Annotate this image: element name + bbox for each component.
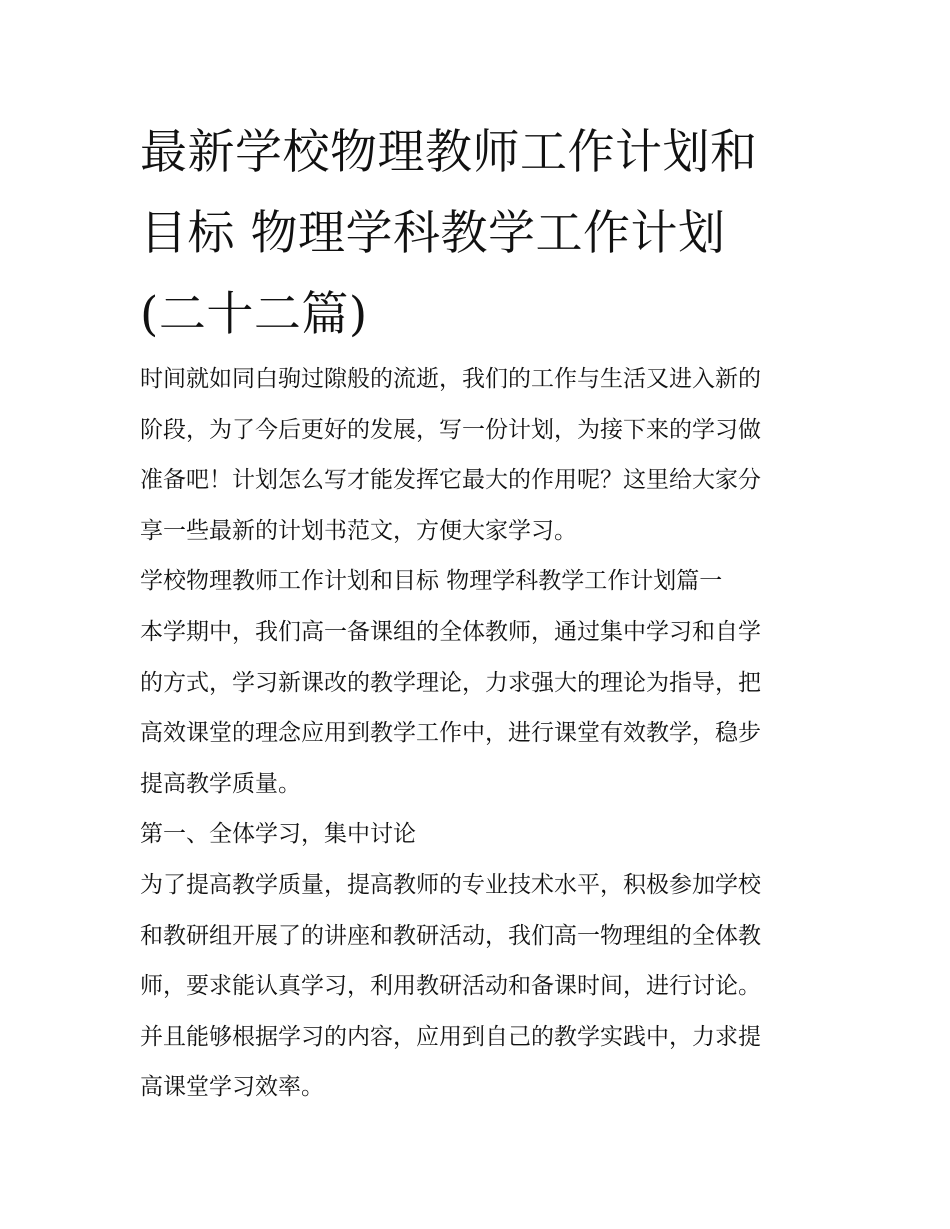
body-line-6: 本学期中，我们高一备课组的全体教师，通过集中学习和自学 (140, 618, 761, 645)
body-line-2: 阶段，为了今后更好的发展，写一份计划，为接下来的学习做 (140, 416, 761, 443)
body-line-12: 和教研组开展了的讲座和教研活动，我们高一物理组的全体教 (140, 922, 761, 949)
body-line-15: 高课堂学习效率。 (140, 1074, 324, 1101)
document-title (140, 112, 830, 355)
body-line-8: 高效课堂的理念应用到教学工作中，进行课堂有效教学，稳步 (140, 720, 761, 747)
body-line-1: 时间就如同白驹过隙般的流逝，我们的工作与生活又进入新的 (140, 366, 761, 392)
section-heading-2: 第一、全体学习，集中讨论 (140, 821, 416, 848)
section-heading-1: 学校物理教师工作计划和目标 物理学科教学工作计划篇一 (140, 568, 723, 595)
body-line-7: 的方式，学习新课改的教学理论，力求强大的理论为指导，把 (140, 669, 761, 696)
body-line-4: 享一些最新的计划书范文，方便大家学习。 (140, 517, 577, 544)
body-line-9: 提高教学质量。 (140, 770, 301, 797)
body-line-3: 准备吧！计划怎么写才能发挥它最大的作用呢？这里给大家分 (140, 467, 761, 494)
body-line-11: 为了提高教学质量，提高教师的专业技术水平，积极参加学校 (140, 871, 761, 898)
title-line-2: 目标 物理学科教学工作计划 (140, 206, 726, 261)
body-line-13: 师，要求能认真学习，利用教研活动和备课时间，进行讨论。 (140, 973, 761, 1000)
body-line-14: 并且能够根据学习的内容，应用到自己的教学实践中，力求提 (140, 1023, 761, 1050)
title-line-3: (二十二篇) (140, 287, 368, 342)
document-body (140, 354, 830, 1113)
title-line-1: 最新学校物理教师工作计划和 (140, 125, 758, 180)
